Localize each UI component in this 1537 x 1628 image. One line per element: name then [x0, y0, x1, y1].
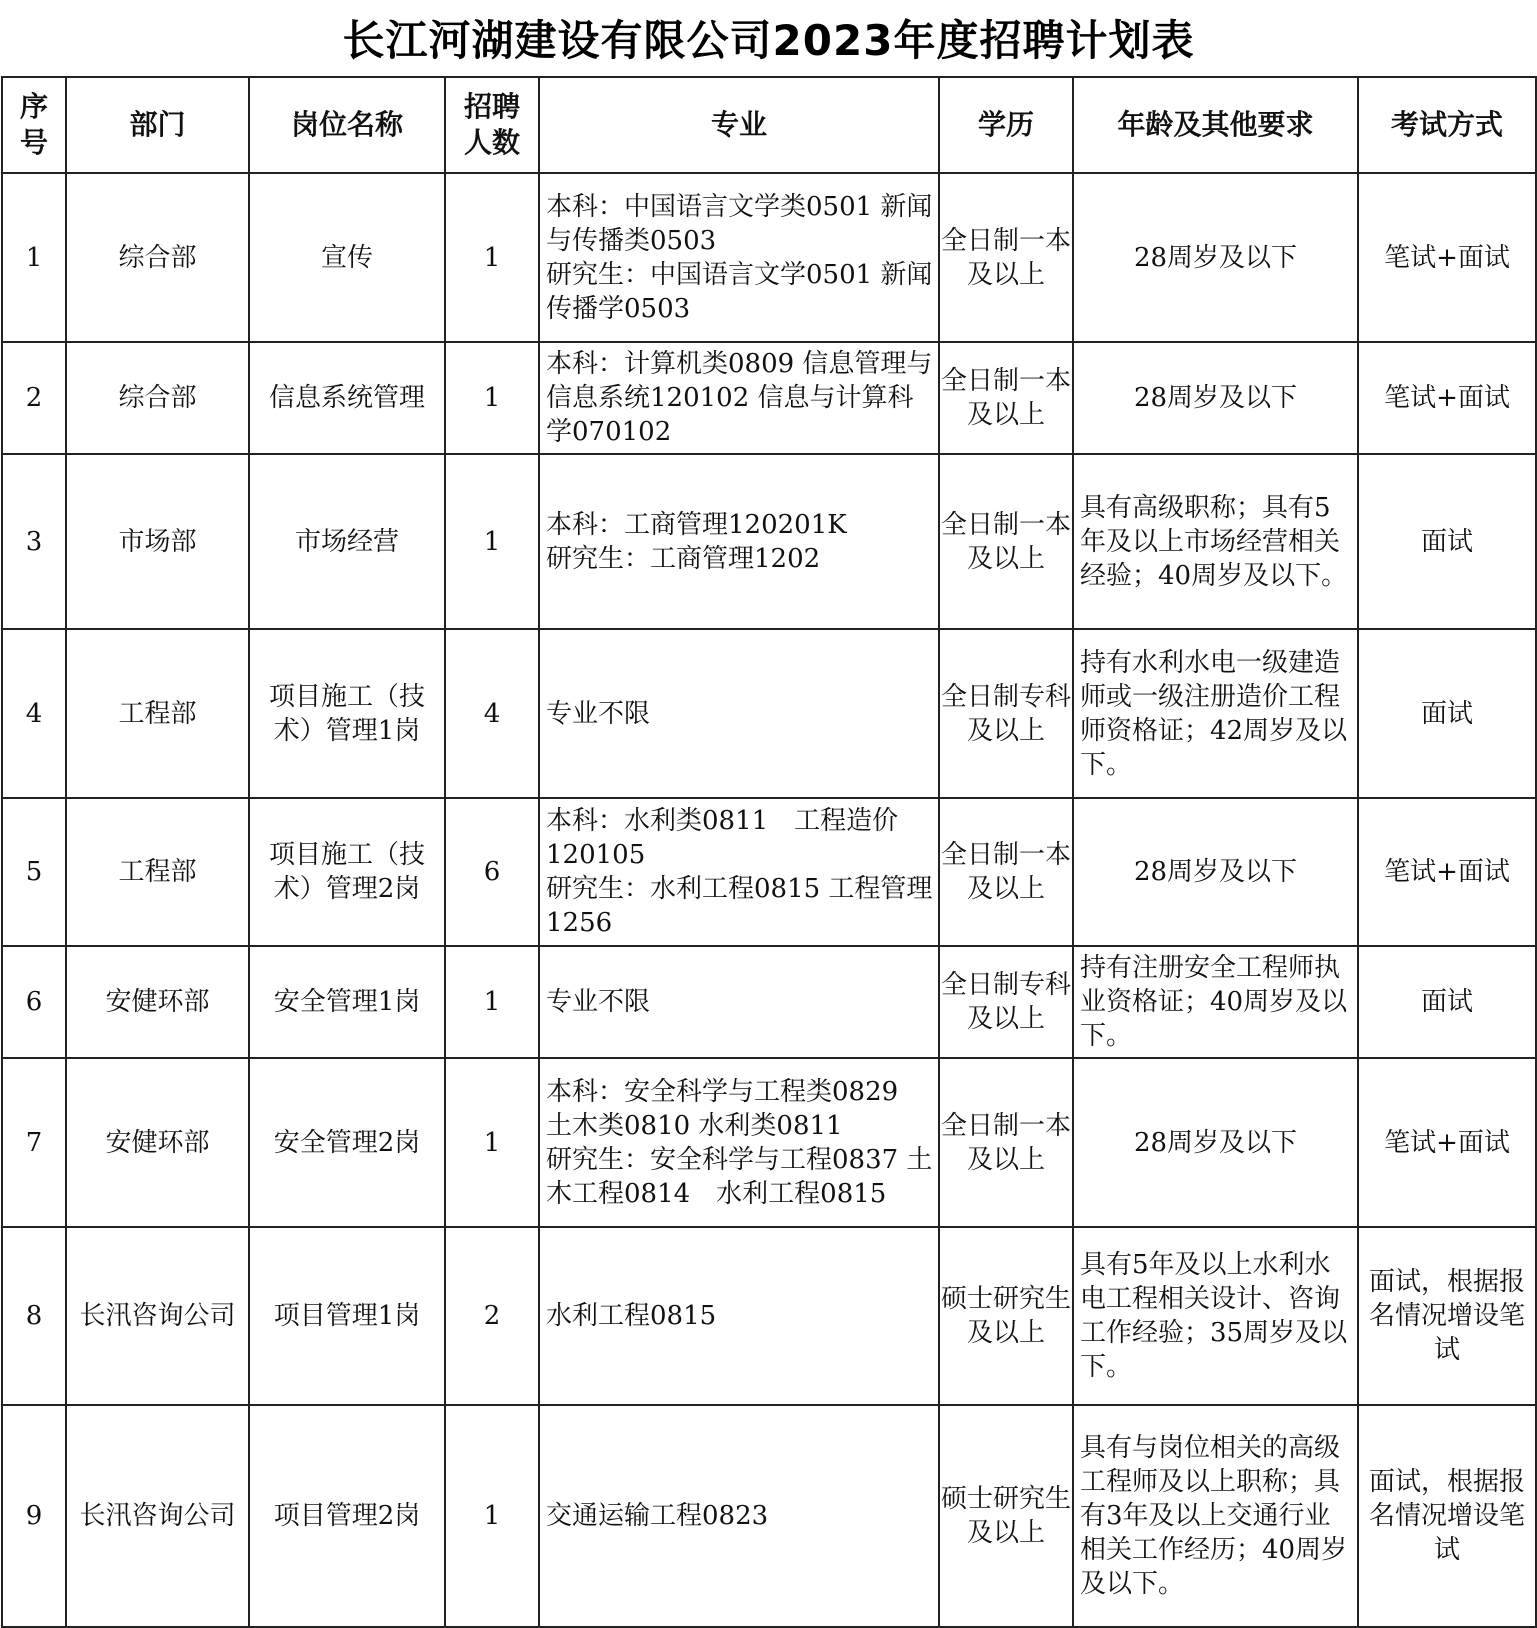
cell-exam: 笔试+面试: [1358, 798, 1536, 946]
cell-major: 专业不限: [539, 946, 939, 1058]
cell-requirements: 28周岁及以下: [1073, 1058, 1358, 1227]
cell-requirements: 28周岁及以下: [1073, 173, 1358, 342]
cell-count: 1: [445, 946, 539, 1058]
cell-position: 市场经营: [249, 454, 445, 629]
cell-position: 项目施工（技术）管理2岗: [249, 798, 445, 946]
table-row: [2, 1058, 1536, 1227]
cell-requirements: 具有与岗位相关的高级工程师及以上职称；具有3年及以上交通行业相关工作经历；40周岁及以下。: [1073, 1405, 1358, 1627]
cell-major: 水利工程0815: [539, 1227, 939, 1405]
cell-education: 全日制专科及以上: [939, 946, 1073, 1058]
cell-requirements: 28周岁及以下: [1073, 342, 1358, 454]
cell-seq: 7: [2, 1058, 66, 1227]
cell-position: 项目管理1岗: [249, 1227, 445, 1405]
cell-count: 1: [445, 1405, 539, 1627]
cell-position: 项目施工（技术）管理1岗: [249, 629, 445, 798]
cell-count: 1: [445, 1058, 539, 1227]
cell-department: 长汛咨询公司: [66, 1405, 249, 1627]
cell-seq: 3: [2, 454, 66, 629]
cell-requirements: 28周岁及以下: [1073, 798, 1358, 946]
cell-seq: 5: [2, 798, 66, 946]
document-title: 长江河湖建设有限公司2023年度招聘计划表: [342, 16, 1195, 65]
cell-count: 2: [445, 1227, 539, 1405]
cell-major: 本科：工商管理120201K 研究生：工商管理1202: [539, 454, 939, 629]
cell-position: 宣传: [249, 173, 445, 342]
table-row: [2, 1227, 1536, 1405]
header-education: 学历: [939, 77, 1073, 173]
recruitment-plan-table: [1, 76, 1537, 1628]
cell-education: 全日制一本及以上: [939, 1058, 1073, 1227]
table-row: [2, 454, 1536, 629]
table-row: [2, 629, 1536, 798]
header-major: 专业: [539, 77, 939, 173]
table-row: [2, 798, 1536, 946]
header-count: 招聘 人数: [445, 77, 539, 173]
cell-education: 硕士研究生及以上: [939, 1227, 1073, 1405]
cell-education: 全日制一本及以上: [939, 798, 1073, 946]
cell-department: 安健环部: [66, 946, 249, 1058]
cell-exam: 面试: [1358, 454, 1536, 629]
cell-department: 长汛咨询公司: [66, 1227, 249, 1405]
header-requirements: 年龄及其他要求: [1073, 77, 1358, 173]
cell-education: 全日制一本及以上: [939, 342, 1073, 454]
cell-exam: 笔试+面试: [1358, 1058, 1536, 1227]
cell-department: 工程部: [66, 798, 249, 946]
cell-department: 市场部: [66, 454, 249, 629]
cell-department: 安健环部: [66, 1058, 249, 1227]
cell-requirements: 持有水利水电一级建造师或一级注册造价工程师资格证；42周岁及以下。: [1073, 629, 1358, 798]
cell-major: 本科：水利类0811 工程造价120105 研究生：水利工程0815 工程管理1256: [539, 798, 939, 946]
cell-education: 全日制一本及以上: [939, 173, 1073, 342]
cell-seq: 8: [2, 1227, 66, 1405]
cell-seq: 6: [2, 946, 66, 1058]
cell-position: 安全管理2岗: [249, 1058, 445, 1227]
cell-major: 本科：计算机类0809 信息管理与信息系统120102 信息与计算科学070102: [539, 342, 939, 454]
cell-major: 交通运输工程0823: [539, 1405, 939, 1627]
cell-education: 硕士研究生及以上: [939, 1405, 1073, 1627]
cell-count: 1: [445, 342, 539, 454]
cell-position: 安全管理1岗: [249, 946, 445, 1058]
cell-exam: 面试: [1358, 629, 1536, 798]
table-row: [2, 1405, 1536, 1627]
cell-department: 综合部: [66, 342, 249, 454]
cell-seq: 9: [2, 1405, 66, 1627]
cell-exam: 面试: [1358, 946, 1536, 1058]
cell-seq: 1: [2, 173, 66, 342]
header-seq: 序 号: [2, 77, 66, 173]
cell-education: 全日制专科及以上: [939, 629, 1073, 798]
header-department: 部门: [66, 77, 249, 173]
cell-exam: 笔试+面试: [1358, 173, 1536, 342]
table-header-row: [2, 77, 1536, 173]
cell-seq: 2: [2, 342, 66, 454]
cell-major: 本科：安全科学与工程类0829 土木类0810 水利类0811 研究生：安全科学与工程0837 土木工程0814 水利工程0815: [539, 1058, 939, 1227]
cell-position: 项目管理2岗: [249, 1405, 445, 1627]
table-row: [2, 173, 1536, 342]
cell-count: 4: [445, 629, 539, 798]
cell-department: 综合部: [66, 173, 249, 342]
cell-count: 6: [445, 798, 539, 946]
table-row: [2, 342, 1536, 454]
cell-requirements: 具有高级职称；具有5年及以上市场经营相关经验；40周岁及以下。: [1073, 454, 1358, 629]
cell-exam: 笔试+面试: [1358, 342, 1536, 454]
cell-position: 信息系统管理: [249, 342, 445, 454]
table-row: [2, 946, 1536, 1058]
header-position: 岗位名称: [249, 77, 445, 173]
cell-education: 全日制一本及以上: [939, 454, 1073, 629]
cell-requirements: 具有5年及以上水利水电工程相关设计、咨询工作经验；35周岁及以下。: [1073, 1227, 1358, 1405]
cell-major: 专业不限: [539, 629, 939, 798]
cell-department: 工程部: [66, 629, 249, 798]
header-exam: 考试方式: [1358, 77, 1536, 173]
cell-major: 本科：中国语言文学类0501 新闻与传播类0503 研究生：中国语言文学0501 新闻传播学0503: [539, 173, 939, 342]
cell-count: 1: [445, 173, 539, 342]
cell-exam: 面试，根据报名情况增设笔试: [1358, 1227, 1536, 1405]
cell-exam: 面试，根据报名情况增设笔试: [1358, 1405, 1536, 1627]
cell-requirements: 持有注册安全工程师执业资格证；40周岁及以下。: [1073, 946, 1358, 1058]
cell-count: 1: [445, 454, 539, 629]
cell-seq: 4: [2, 629, 66, 798]
